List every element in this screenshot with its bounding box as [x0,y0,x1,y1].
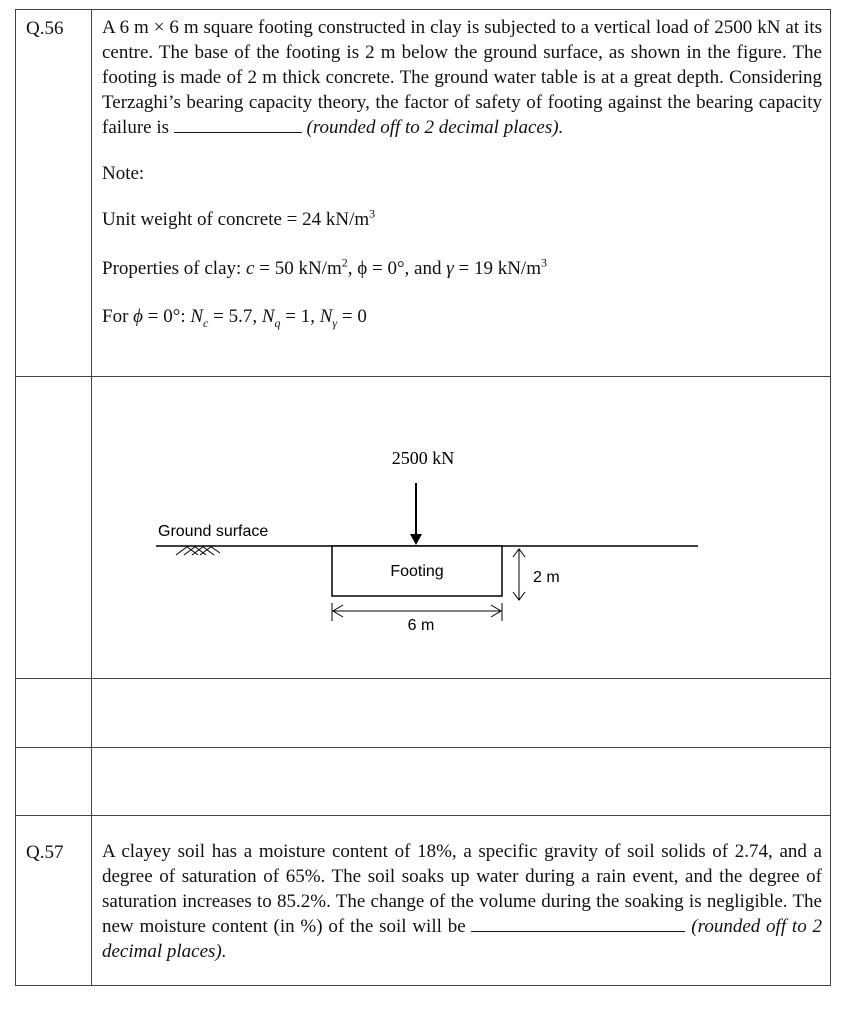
q56-content [102,10,822,329]
question-table [15,9,831,986]
empty-number-cell [16,748,92,815]
width-label: 6 m [407,617,435,634]
clay-properties-line: Properties of clay: c = 50 $kN/m^2$, ϕ = 0°, and γ = 19 $kN/m^3$ [102,255,547,279]
depth-label: 2 m [533,569,560,586]
unit-weight-line: Unit weight of concrete = 24 $kN/m^3$ [102,206,376,230]
q57-rounding-note: (rounded off to 2 decimal places). [102,916,823,962]
ground-surface-label: Ground surface [158,523,269,540]
answer-blank [174,116,302,133]
answer-blank [471,915,685,932]
bearing-factors-line: For ϕ = 0°: $N_c = 5.7$, $N_q = 1$, $N_\gamma = 0$ [102,306,367,330]
question-number-cell [16,816,92,985]
q56-statement: A 6 m × 6 m square footing constructed in clay is subjected to a vertical load of 2500 kN at its centre. The base of the footing is 2 m below the ground surface, as shown in the figure. The footing is made of 2 m thick concrete. The ground water table is at a great depth. Considering Terzaghi’s bearing capacity theory, the factor of safety of footing against the bearing capacity failure is (rounded off to 2 decimal places). [102,17,822,138]
q57-number: Q.57 [26,842,64,863]
q57-content [102,816,822,964]
empty-number-cell [16,679,92,747]
q56-row [16,10,830,377]
ground-hatch-icon [176,546,220,555]
figure-row [16,377,830,679]
depth-dimension-arrow [513,549,525,600]
question-number-cell [16,10,92,376]
footing-label: Footing [390,563,444,580]
load-label: 2500 kN [391,448,455,468]
q57-row [16,816,830,986]
note-label: Note: [102,163,145,184]
footing-figure [16,377,830,679]
q57-statement: A clayey soil has a moisture content of 18%, a specific gravity of soil solids of 2.74, and a degree of saturation of 65%. The soil soaks up water during a rain event, and the degree of saturation increases to 85.2%. The change of the volume during the soaking is negligible. The new moisture content (in %) of the soil will be (rounded off to 2 decimal places). [102,841,823,962]
q56-number: Q.56 [26,18,64,39]
q56-rounding-note: (rounded off to 2 decimal places). [306,117,564,138]
empty-row [16,679,830,748]
empty-row [16,748,830,816]
load-arrow-head [410,534,422,545]
